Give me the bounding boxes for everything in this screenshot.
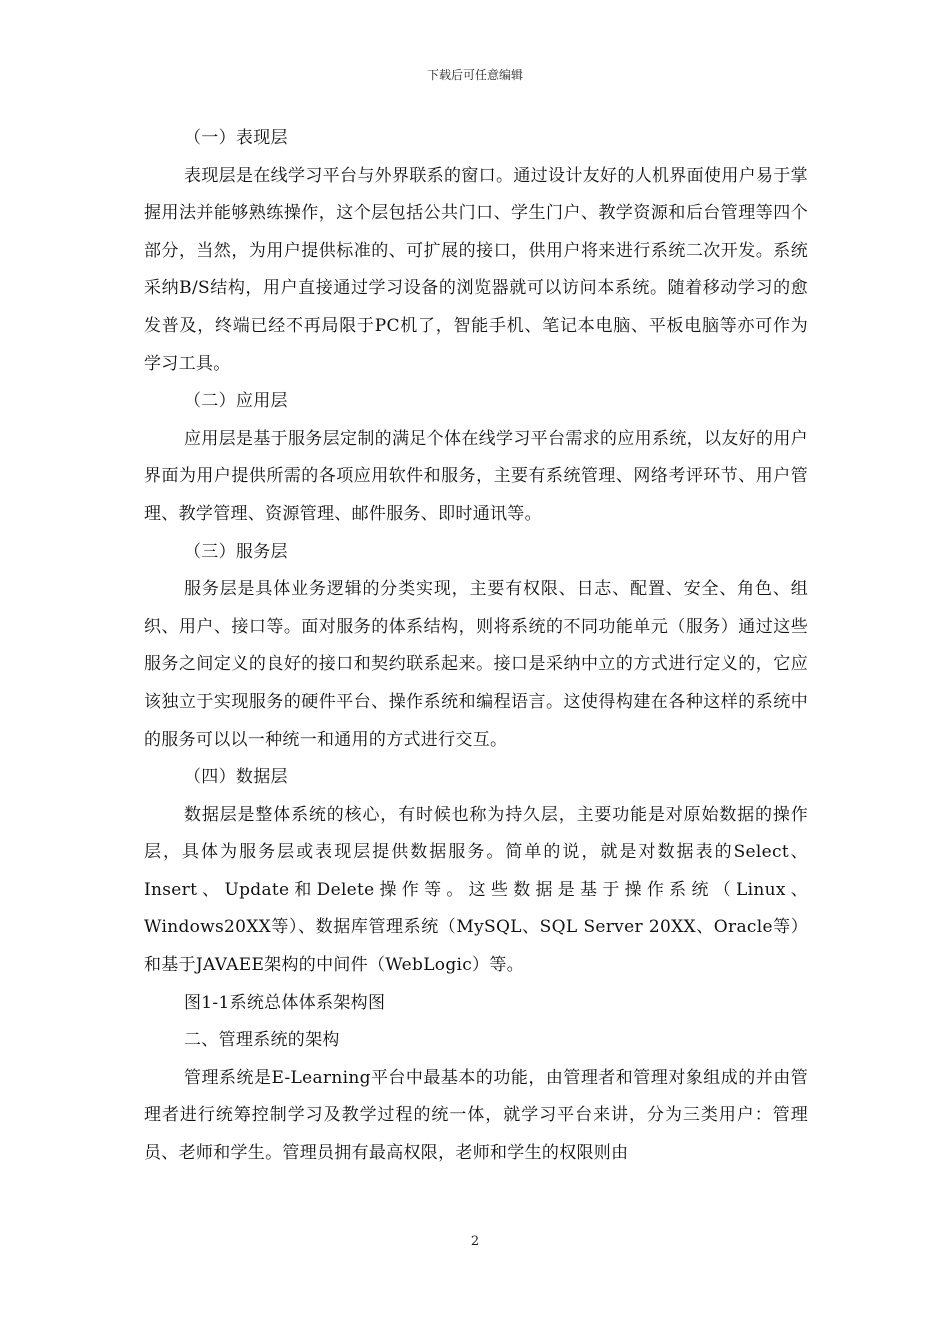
section-heading-application-layer: （二）应用层 (184, 391, 288, 412)
page-header: 下载后可任意编辑 (426, 68, 523, 82)
section-heading-service-layer: （三）服务层 (184, 541, 288, 562)
paragraph-presentation-layer: 表现层是在线学习平台与外界联系的窗口。通过设计友好的人机界面使用户易于掌握用法并能够熟练操作，这个层包括公共门口、学生门户、教学资源和后台管理等四个部分，当然，为用户提供标准的、可扩展的接口，供用户将来进行系统二次开发。系统采纳B/S结构，用户直接通过学习设备的浏览器就可以访问本系统。随着移动学习的愈发普及，终端已经不再局限于PC机了，智能手机、笔记本电脑、平板电脑等亦可作为学习工具。 (144, 165, 808, 374)
section-heading-data-layer: （四）数据层 (184, 767, 288, 788)
document-body (144, 120, 808, 1173)
section-heading-presentation-layer: （一）表现层 (184, 128, 288, 148)
paragraph-application-layer: 应用层是基于服务层定制的满足个体在线学习平台需求的应用系统，以友好的用户界面为用户提供所需的各项应用软件和服务，主要有系统管理、网络考评环节、用户管理、教学管理、资源管理、邮件服务、即时通讯等。 (144, 428, 808, 524)
paragraph-data-layer: 数据层是整体系统的核心，有时候也称为持久层，主要功能是对原始数据的操作层，具体为服务层或表现层提供数据服务。简单的说，就是对数据表的Select、Insert、Update和Delete操作等。这些数据是基于操作系统（Linux、Windows20XX等）、数据库管理系统（MySQL、SQL Server 20XX、Oracle等）和基于JAVAEE架构的中间件（WebLogic）等。 (144, 804, 808, 976)
page-number: 2 (470, 1234, 480, 1249)
paragraph-management-system: 管理系统是E-Learning平台中最基本的功能，由管理者和管理对象组成的并由管理者进行统筹控制学习及教学过程的统一体，就学习平台来讲，分为三类用户：管理员、老师和学生。管理员拥有最高权限，老师和学生的权限则由 (144, 1067, 808, 1164)
figure-caption: 图1-1系统总体体系架构图 (184, 992, 386, 1013)
paragraph-service-layer: 服务层是具体业务逻辑的分类实现，主要有权限、日志、配置、安全、角色、组织、用户、接口等。面对服务的体系结构，则将系统的不同功能单元（服务）通过这些服务之间定义的良好的接口和契约联系起来。接口是采纳中立的方式进行定义的，它应该独立于实现服务的硬件平台、操作系统和编程语言。这使得构建在各种这样的系统中的服务可以以一种统一和通用的方式进行交互。 (144, 579, 808, 750)
section-heading-management-architecture: 二、管理系统的架构 (184, 1030, 340, 1051)
